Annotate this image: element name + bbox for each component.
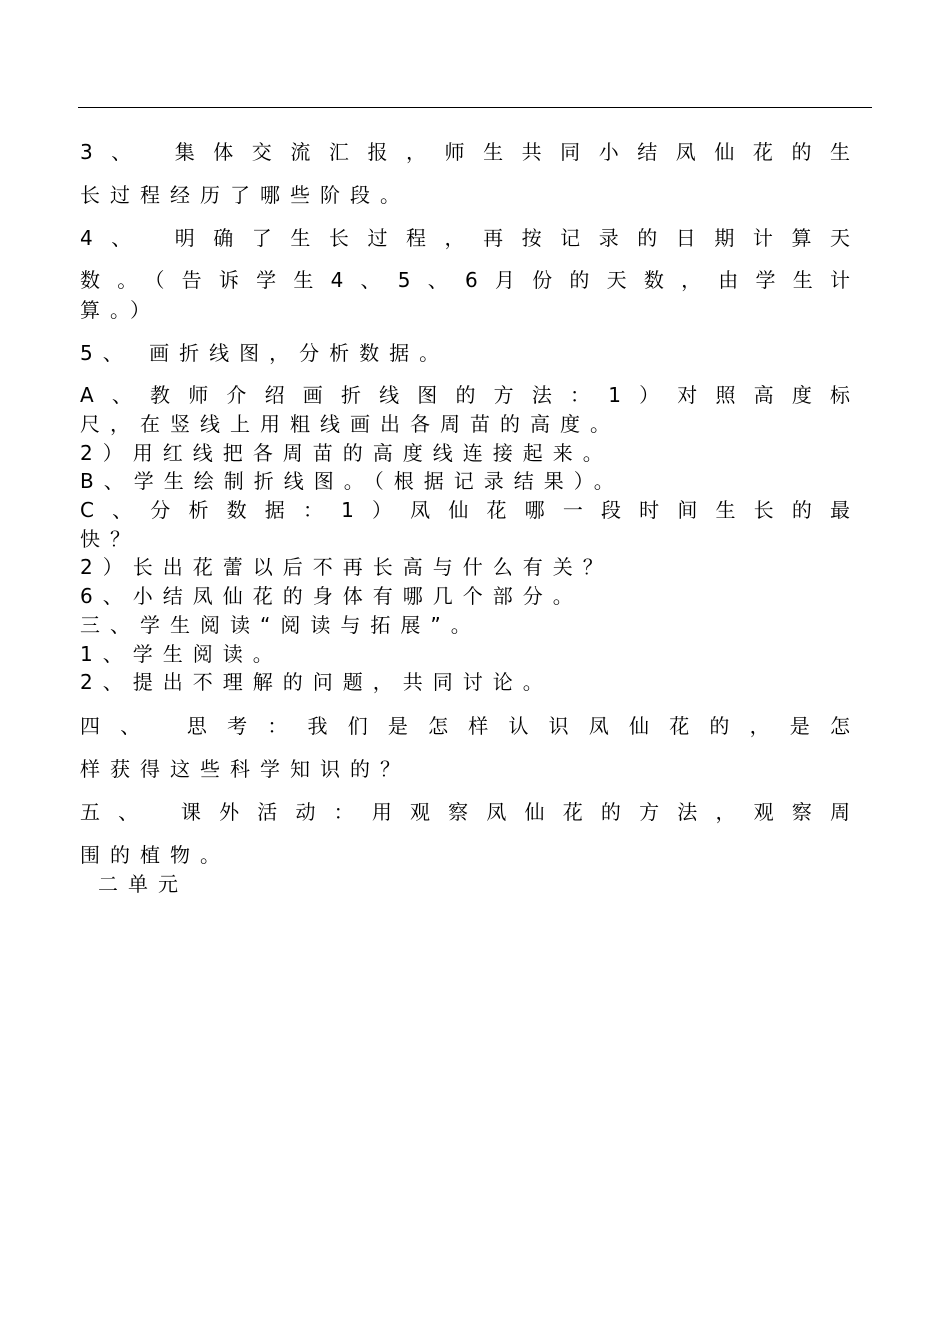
text-line: 2）用红线把各周苗的高度线连接起来。 [80, 441, 613, 465]
text-line: 3、 集体交流汇报，师生共同小结凤仙花的生 [80, 140, 860, 164]
text-line: 五、 课外活动：用观察凤仙花的方法，观察周 [80, 800, 860, 824]
text-line: 2）长出花蕾以后不再长高与什么有关？ [80, 555, 613, 579]
text-line: A、教师介绍画折线图的方法：1）对照高度标 [80, 383, 860, 407]
text-line: 尺，在竖线上用粗线画出各周苗的高度。 [80, 412, 620, 436]
section-heading: 二单元 [98, 872, 188, 896]
text-line: 快？ [80, 527, 140, 551]
text-line: 四、 思考：我们是怎样认识凤仙花的，是怎 [80, 714, 860, 738]
text-line: 4、 明确了生长过程，再按记录的日期计算天 [80, 226, 860, 250]
header-rule [78, 107, 872, 108]
text-line: 6、小结凤仙花的身体有哪几个部分。 [80, 584, 583, 608]
text-line: 三、学生阅读“阅读与拓展”。 [80, 613, 481, 637]
text-line: 数。（告诉学生4、5、6月份的天数，由学生计 [80, 268, 860, 292]
text-line: 样获得这些科学知识的？ [80, 757, 410, 781]
text-line: B、学生绘制折线图。（根据记录结果）。 [80, 469, 624, 493]
text-line: 5、 画折线图，分析数据。 [80, 341, 450, 365]
text-line: 2、提出不理解的问题，共同讨论。 [80, 670, 553, 694]
text-line: 算。） [80, 298, 160, 322]
text-line: 围的植物。 [80, 843, 230, 867]
text-line: 长过程经历了哪些阶段。 [80, 183, 410, 207]
text-line: C、分析数据：1）凤仙花哪一段时间生长的最 [80, 498, 860, 522]
text-line: 1、学生阅读。 [80, 642, 283, 666]
